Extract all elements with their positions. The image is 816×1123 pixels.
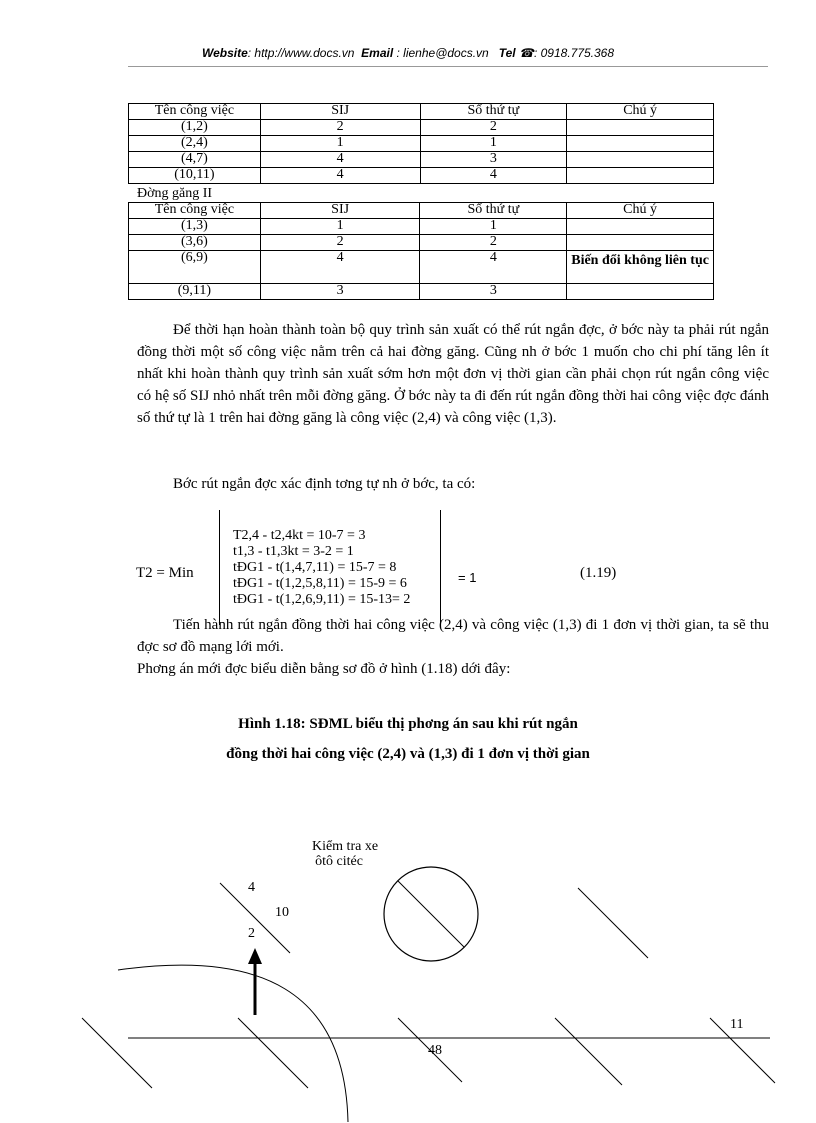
curved-arc [118,965,348,1122]
table-cell: (1,3) [129,219,261,235]
table-cell: 1 [260,136,420,152]
label-check-line2: ôtô citéc [315,854,363,869]
table-cell: 4 [260,152,420,168]
paragraph-text: Để thời hạn hoàn thành toàn bộ quy trình sản xuất có thể rút ngắn đợc, ở bớc này ta phải rút ngắn đồng thời một số công việc nằm trên cả hai đờng găng. Cũng nh ở bớc 1 muốn cho chi phí tăng lên ít nhất khi hoàn thành quy trình sản xuất sớm hơn một đơn vị thời gian cần phải chọn rút ngắn công việc có hệ số SIJ nhỏ nhất trên mỗi đờng găng. Ở bớc này ta đi đến rút ngắn đồng thời hai công việc đợc đánh số thứ tự là 1 trên hai đờng găng là công việc (2,4) và công việc (1,3). [137,322,769,426]
figure-title-line1: Hình 1.18: SĐML biểu thị phơng án sau khi rút ngắn [238,716,578,732]
table-cell: 1 [420,136,567,152]
formula-line: tĐG1 - t(1,2,6,9,11) = 15-13= 2 [233,592,411,607]
table-row [129,284,714,300]
formula-right-bar [440,510,441,625]
paragraph-text: Phơng án mới đợc biểu diễn bằng sơ đồ ở hình (1.18) dới đây: [137,661,511,677]
arrow-up-icon [248,948,262,964]
activity-line [578,888,648,958]
table-cell: 2 [260,120,420,136]
table-cell: 4 [260,168,420,184]
formula-left-bar [219,510,220,625]
table-cell: 3 [260,284,420,300]
table-cell: 4 [260,251,420,284]
table-cell: 2 [260,235,420,251]
node-2-label: 2 [248,926,255,941]
header-cell: Chú ý [567,104,714,120]
table-cell: 4 [420,251,567,284]
header-cell: Tên công việc [129,104,261,120]
table-header-row [129,104,714,120]
activity-line [555,1018,622,1085]
tel-label: Tel [498,46,516,60]
table-cell [567,152,714,168]
table-cell: 3 [420,284,567,300]
formula-line: tĐG1 - t(1,2,5,8,11) = 15-9 = 6 [233,576,407,591]
formula-line: T2,4 - t2,4kt = 10-7 = 3 [233,528,366,543]
table-cell [567,284,714,300]
paragraph-text: Bớc rút ngắn đợc xác định tơng tự nh ở bớc, ta có: [173,476,476,492]
formula-line: t1,3 - t1,3kt = 3-2 = 1 [233,544,354,559]
table-cell: (1,2) [129,120,261,136]
activity-line [82,1018,152,1088]
header-divider [128,66,768,67]
tel-value: : 0918.775.368 [533,46,615,60]
body-paragraph-4 [137,658,769,680]
table-row [129,120,714,136]
table-cell: (4,7) [129,152,261,168]
node-11-label: 11 [730,1017,744,1032]
formula-result: = 1 [458,570,477,585]
header-cell: Chú ý [567,203,714,219]
phone-icon: ☎ [519,46,534,60]
table-cell: 1 [420,219,567,235]
table-cell: (9,11) [129,284,261,300]
table-cell [567,136,714,152]
table-header-row [129,203,714,219]
table-cell [567,120,714,136]
table-cell: 3 [420,152,567,168]
header-cell: Số thứ tự [420,104,567,120]
body-paragraph-3 [137,614,769,658]
table-cell: 2 [420,120,567,136]
table-row [129,251,714,284]
critical-path-1-table [128,103,714,184]
formula-lhs: T2 = Min [136,565,194,581]
table-cell: 4 [420,168,567,184]
header-cell: Số thứ tự [420,203,567,219]
website-label: Website [201,46,248,60]
table-row [129,152,714,168]
formula-line: tĐG1 - t(1,4,7,11) = 15-7 = 8 [233,560,397,575]
table-cell [567,235,714,251]
network-diagram [0,830,816,1123]
table-cell: 2 [420,235,567,251]
table-cell [567,168,714,184]
body-paragraph-2 [137,473,769,495]
critical-path-2-table [128,202,714,300]
website-url[interactable]: : http://www.docs.vn [247,46,355,60]
table-cell: (2,4) [129,136,261,152]
table-row [129,235,714,251]
table-row [129,168,714,184]
critical-path-2-label: Đờng găng II [137,186,213,201]
table-row [129,219,714,235]
formula-lines [233,528,410,608]
table-cell: Biến đổi không liên tục [567,251,714,284]
table-row [129,136,714,152]
page-header [0,46,816,60]
body-paragraph-1 [137,319,769,429]
table-cell: (6,9) [129,251,261,284]
table-cell: (3,6) [129,235,261,251]
activity-line [238,1018,308,1088]
label-check-line1: Kiểm tra xe [311,839,379,854]
formula-number: (1.19) [580,565,617,581]
table-cell [567,219,714,235]
page-number: 48 [428,1043,442,1058]
paragraph-text: Tiến hành rút ngắn đồng thời hai công việc (2,4) và công việc (1,3) đi 1 đơn vị thời gian, ta sẽ thu đợc sơ đồ mạng lới mới. [137,617,769,655]
email-value[interactable]: : lienhe@docs.vn [396,46,489,60]
node-4-label: 4 [248,880,255,895]
email-label: Email [361,46,394,60]
figure-title-line2: đồng thời hai công việc (2,4) và (1,3) đi 1 đơn vị thời gian [226,746,590,762]
header-cell: Tên công việc [129,203,261,219]
header-cell: SIJ [260,203,420,219]
node-10-label: 10 [275,905,289,920]
table-cell: 1 [260,219,420,235]
table-cell: (10,11) [129,168,261,184]
circle-diagonal [398,881,464,947]
header-cell: SIJ [260,104,420,120]
